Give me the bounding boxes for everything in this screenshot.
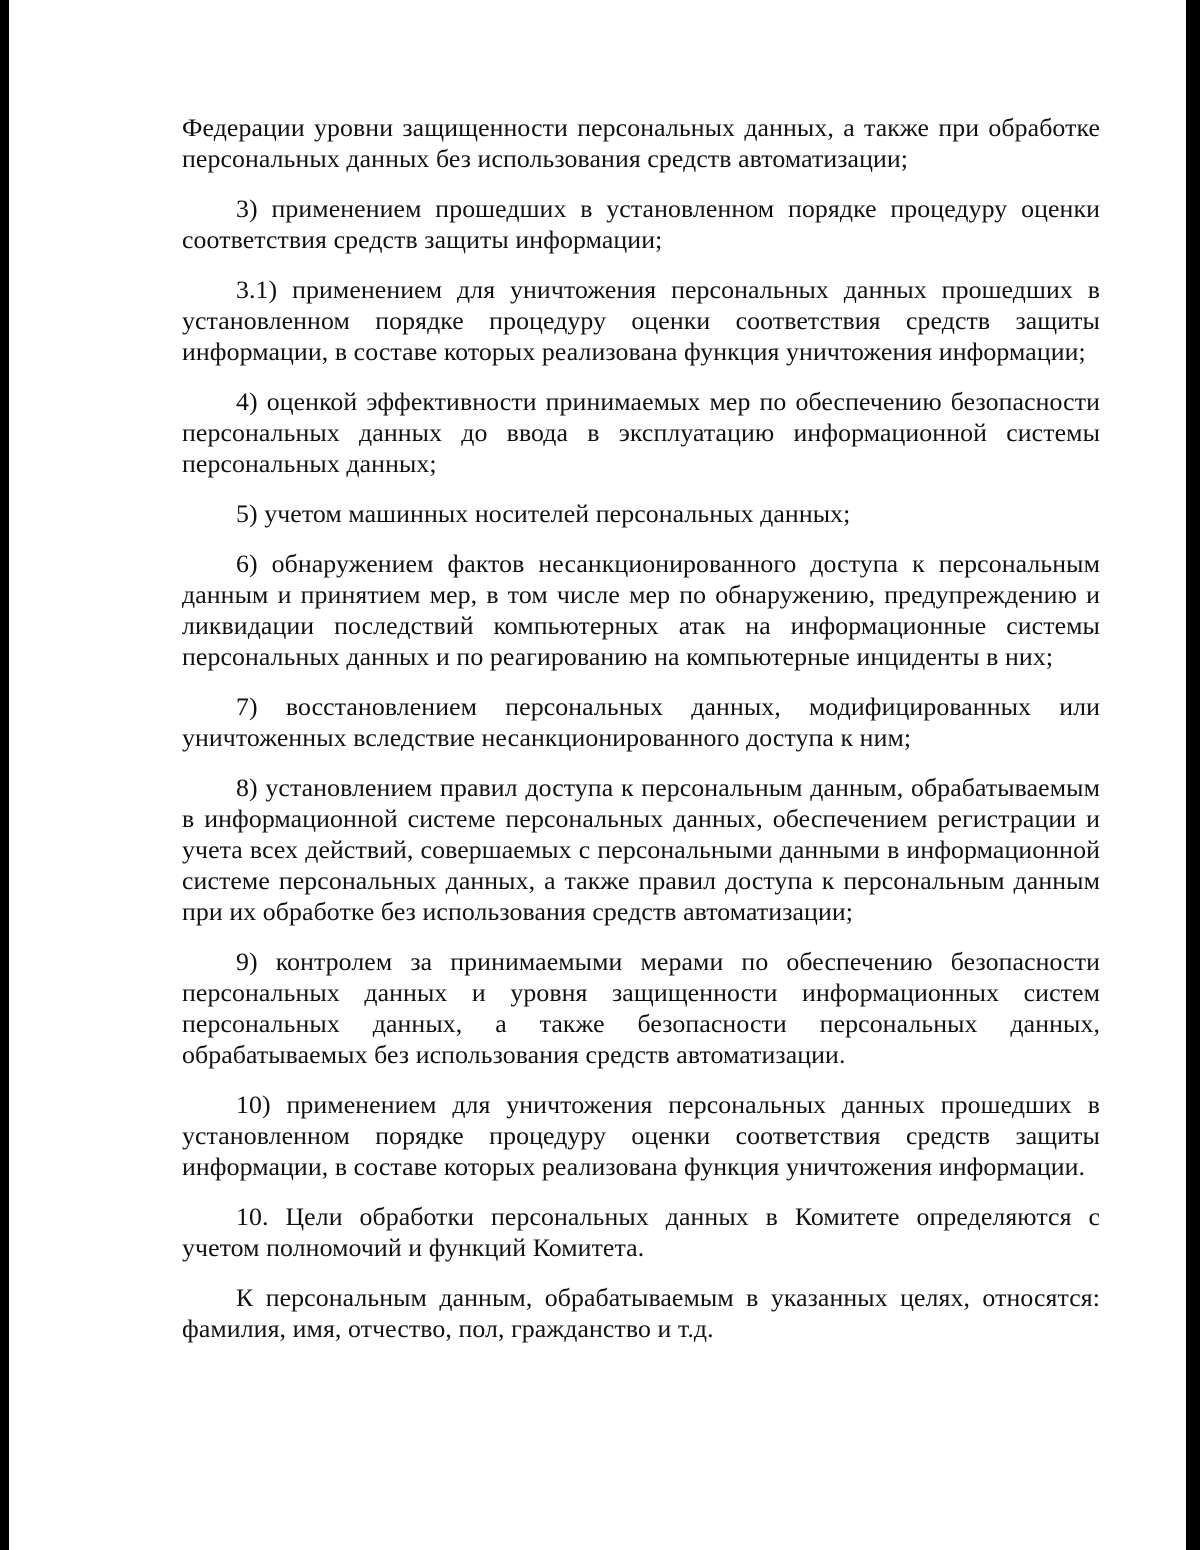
paragraph-item-4: 4) оценкой эффективности принимаемых мер по обеспечению безопасности персональных данных до ввода в эксплуатацию информационной системы персональных данных; xyxy=(182,387,1100,478)
paragraph-item-10: 10) применением для уничтожения персональных данных прошедших в установленном порядке процедуру оценки соответствия средств защиты информации, в составе которых реализована функция уничтожения информации. xyxy=(182,1090,1100,1181)
paragraph-item-5: 5) учетом машинных носителей персональных данных; xyxy=(236,499,851,528)
paragraph-data-list: К персональным данным, обрабатываемым в указанных целях, относятся: фамилия, имя, отчество, пол, гражданство и т.д. xyxy=(182,1283,1100,1343)
document-body xyxy=(182,112,1100,1363)
paragraph-item-9: 9) контролем за принимаемыми мерами по обеспечению безопасности персональных данных и уровня защищенности информационных систем персональных данных, а также безопасности персональных данных, обрабатываемых без использования средств автоматизации. xyxy=(182,947,1100,1069)
scan-border-left xyxy=(0,0,9,1550)
paragraph-item-7: 7) восстановлением персональных данных, модифицированных или уничтоженных вследствие несанкционированного доступа к ним; xyxy=(182,692,1100,752)
paragraph-item-3: 3) применением прошедших в установленном порядке процедуру оценки соответствия средств защиты информации; xyxy=(182,194,1100,254)
paragraph-item-6: 6) обнаружением фактов несанкционированного доступа к персональным данным и принятием мер, в том числе мер по обнаружению, предупреждению и ликвидации последствий компьютерных атак на информационные системы персональных данных и по реагированию на компьютерные инциденты в них; xyxy=(182,549,1100,671)
paragraph-section-10: 10. Цели обработки персональных данных в Комитете определяются с учетом полномочий и функций Комитета. xyxy=(182,1202,1100,1262)
paragraph-item-8: 8) установлением правил доступа к персональным данным, обрабатываемым в информационной системе персональных данных, обеспечением регистрации и учета всех действий, совершаемых с персональными данными в информационной системе персональных данных, а также правил доступа к персональным данным при их обработке без использования средств автоматизации; xyxy=(182,773,1100,926)
scan-border-right xyxy=(1186,0,1200,1550)
paragraph-item-3-1: 3.1) применением для уничтожения персональных данных прошедших в установленном порядке процедуру оценки соответствия средств защиты информации, в составе которых реализована функция уничтожения информации; xyxy=(182,275,1100,366)
paragraph-continuation: Федерации уровни защищенности персональных данных, а также при обработке персональных данных без использования средств автоматизации; xyxy=(182,113,1100,173)
